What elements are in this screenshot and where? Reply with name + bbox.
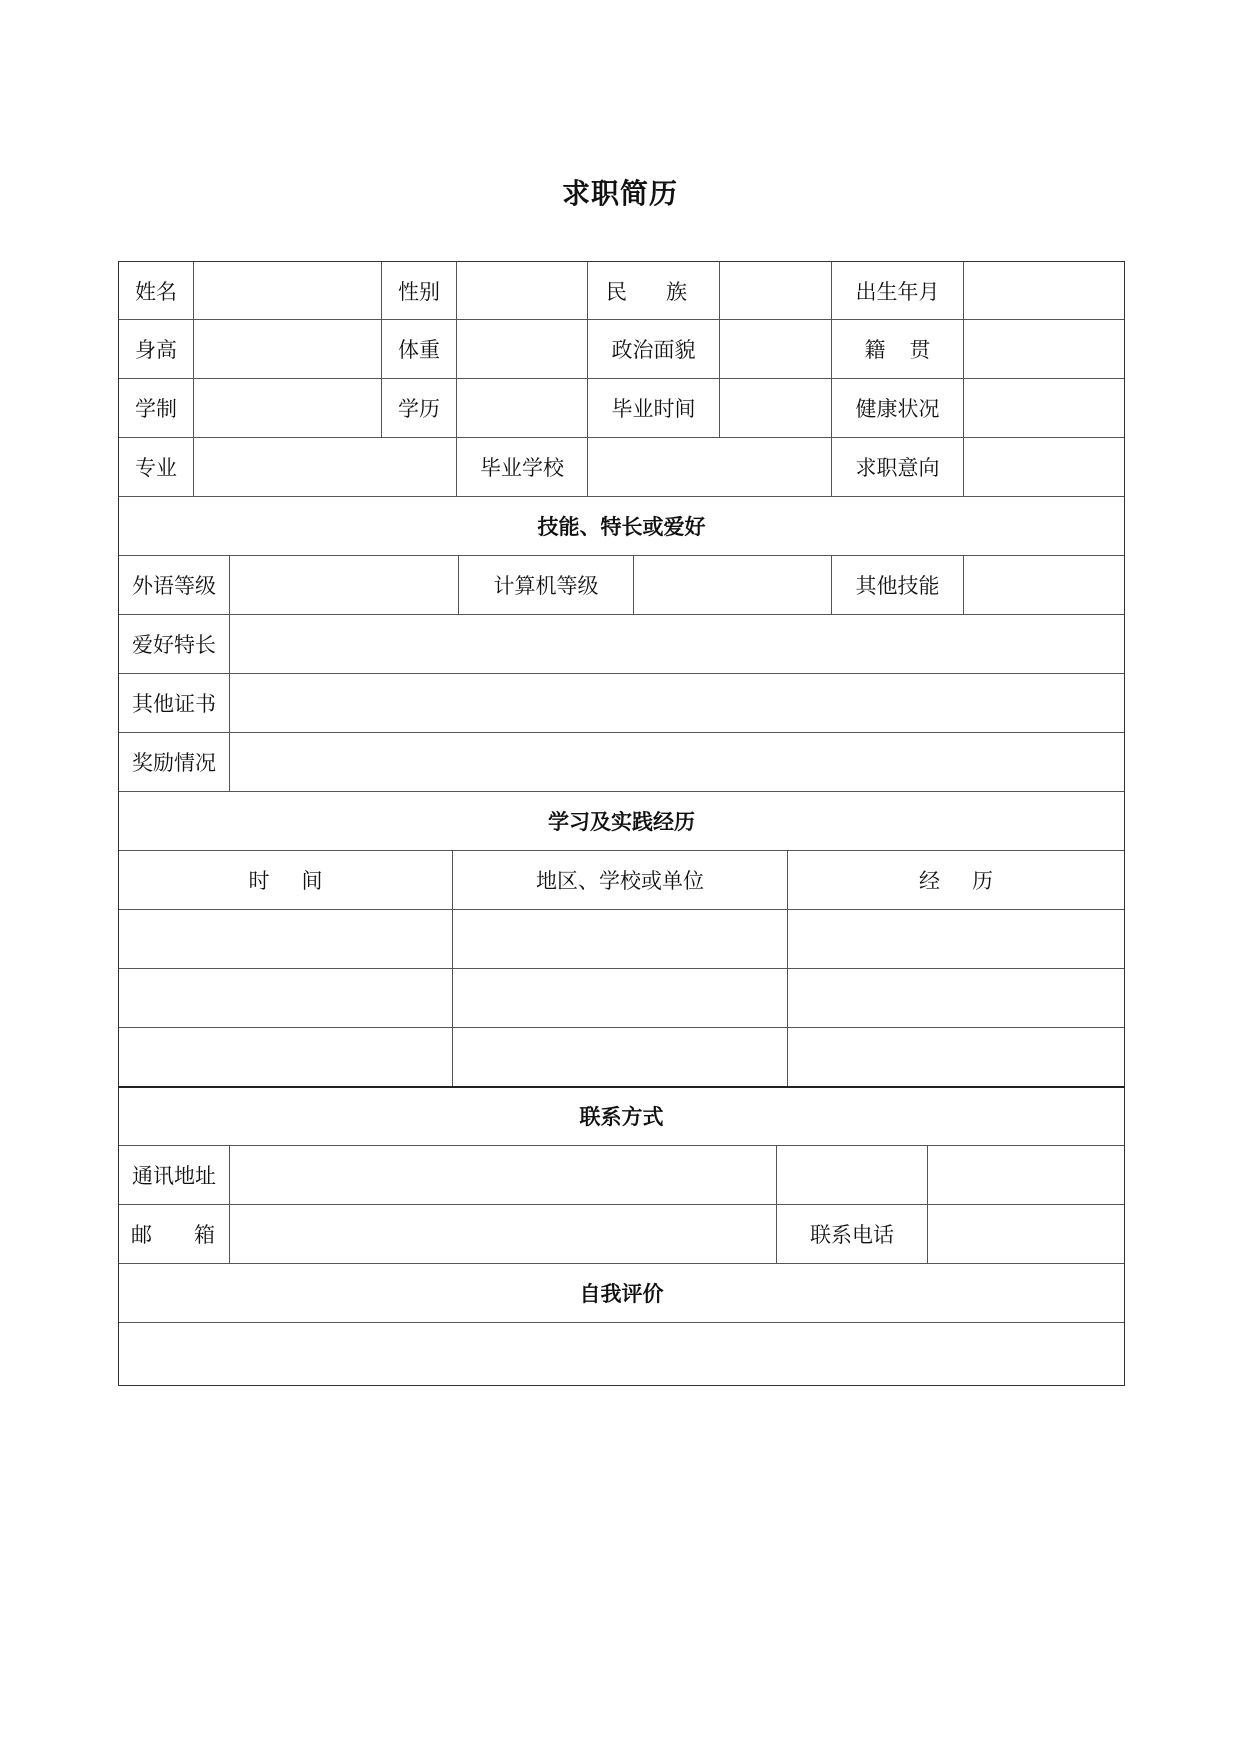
experience-time-field[interactable] — [118, 909, 453, 969]
awards-label: 奖励情况 — [118, 732, 230, 792]
education-field[interactable] — [456, 378, 588, 438]
awards-field[interactable] — [229, 732, 1125, 792]
experience-place-field[interactable] — [452, 968, 788, 1028]
native-place-label: 籍 贯 — [831, 319, 964, 379]
hobbies-field[interactable] — [229, 614, 1125, 674]
height-label: 身高 — [118, 319, 194, 379]
page-title: 求职简历 — [561, 177, 678, 210]
experience-history-field[interactable] — [787, 909, 1125, 969]
phone-field[interactable] — [927, 1204, 1125, 1264]
phone-label: 联系电话 — [776, 1204, 928, 1264]
other-skills-label: 其他技能 — [831, 555, 964, 615]
school-field[interactable] — [587, 437, 832, 497]
experience-time-field[interactable] — [118, 968, 453, 1028]
self-eval-field[interactable] — [118, 1322, 1125, 1386]
schooling-label: 学制 — [118, 378, 194, 438]
col-place-header: 地区、学校或单位 — [452, 850, 788, 910]
graduation-time-field[interactable] — [719, 378, 832, 438]
ethnicity-field[interactable] — [719, 261, 832, 320]
address-field[interactable] — [229, 1145, 777, 1205]
political-status-field[interactable] — [719, 319, 832, 379]
gender-field[interactable] — [456, 261, 588, 320]
computer-level-field[interactable] — [633, 555, 832, 615]
certificates-label: 其他证书 — [118, 673, 230, 733]
col-history-header: 经 历 — [787, 850, 1125, 910]
contact-extra-field[interactable] — [927, 1145, 1125, 1205]
email-label: 邮 箱 — [118, 1204, 230, 1264]
name-field[interactable] — [193, 261, 382, 320]
language-level-field[interactable] — [229, 555, 459, 615]
birth-label: 出生年月 — [831, 261, 964, 320]
experience-place-field[interactable] — [452, 1027, 788, 1087]
experience-history-field[interactable] — [787, 968, 1125, 1028]
experience-heading: 学习及实践经历 — [118, 791, 1125, 851]
skills-heading: 技能、特长或爱好 — [118, 496, 1125, 556]
schooling-field[interactable] — [193, 378, 382, 438]
health-label: 健康状况 — [831, 378, 964, 438]
col-time-header: 时 间 — [118, 850, 453, 910]
experience-place-field[interactable] — [452, 909, 788, 969]
birth-field[interactable] — [963, 261, 1125, 320]
contact-extra-label-blank — [776, 1145, 928, 1205]
graduation-time-label: 毕业时间 — [587, 378, 720, 438]
experience-time-field[interactable] — [118, 1027, 453, 1087]
experience-history-field[interactable] — [787, 1027, 1125, 1087]
gender-label: 性别 — [381, 261, 457, 320]
ethnicity-label: 民 族 — [587, 261, 720, 320]
native-place-field[interactable] — [963, 319, 1125, 379]
contact-heading: 联系方式 — [118, 1086, 1125, 1146]
major-label: 专业 — [118, 437, 194, 497]
address-label: 通讯地址 — [118, 1145, 230, 1205]
weight-label: 体重 — [381, 319, 457, 379]
height-field[interactable] — [193, 319, 382, 379]
certificates-field[interactable] — [229, 673, 1125, 733]
language-level-label: 外语等级 — [118, 555, 230, 615]
name-label: 姓名 — [118, 261, 194, 320]
other-skills-field[interactable] — [963, 555, 1125, 615]
section-divider — [118, 1086, 1125, 1088]
weight-field[interactable] — [456, 319, 588, 379]
self-eval-heading: 自我评价 — [118, 1263, 1125, 1323]
hobbies-label: 爱好特长 — [118, 614, 230, 674]
job-intent-field[interactable] — [963, 437, 1125, 497]
job-intent-label: 求职意向 — [831, 437, 964, 497]
email-field[interactable] — [229, 1204, 777, 1264]
major-field[interactable] — [193, 437, 457, 497]
school-label: 毕业学校 — [456, 437, 588, 497]
health-field[interactable] — [963, 378, 1125, 438]
computer-level-label: 计算机等级 — [458, 555, 634, 615]
education-label: 学历 — [381, 378, 457, 438]
political-status-label: 政治面貌 — [587, 319, 720, 379]
